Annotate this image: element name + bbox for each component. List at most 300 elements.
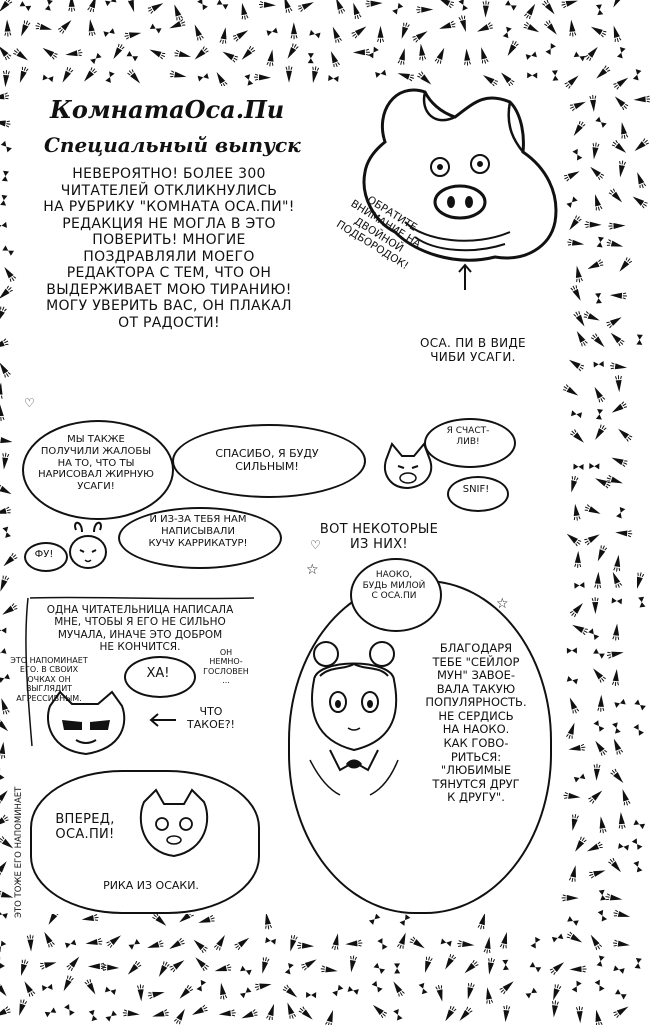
carrot-icon [218, 1010, 236, 1018]
bow-icon [0, 627, 6, 633]
carrot-icon [618, 812, 625, 829]
carrot-icon [193, 46, 210, 62]
bow-icon [45, 1008, 57, 1018]
heart-icon: ♡ [310, 538, 321, 552]
carrot-icon [0, 119, 11, 128]
carrot-icon [0, 742, 6, 760]
bow-icon [616, 507, 625, 518]
carrot-icon [542, 0, 557, 16]
bow-icon [2, 171, 9, 182]
star-icon: ☆ [306, 562, 319, 578]
cat-with-sunglasses-drawing [36, 692, 136, 762]
carrot-icon [68, 0, 74, 12]
carrot-icon [266, 1003, 277, 1021]
carrot-icon [617, 160, 626, 178]
carrot-icon [123, 1010, 141, 1018]
bow-icon [309, 30, 320, 39]
carrot-icon [174, 1007, 188, 1025]
bow-icon [240, 966, 252, 975]
carrot-icon [598, 816, 607, 834]
carrot-icon [18, 959, 28, 977]
fu-text: ФУ! [34, 549, 54, 560]
carrot-icon [435, 47, 447, 65]
carrot-icon [147, 0, 165, 13]
bow-icon [348, 986, 359, 995]
carrot-icon [438, 21, 456, 32]
carrot-icon [499, 979, 516, 995]
bow-icon [240, 987, 252, 998]
carrot-icon [287, 934, 297, 952]
bow-icon [595, 117, 606, 128]
glasses-note: ЭТО НАПОМИНАЕТ ЕГО. В СВОИХ ОЧКАХ ОН ВЫГЛЯДИТ АГРЕССИВНЫМ. [10, 656, 88, 703]
bow-icon [196, 980, 206, 992]
carrot-icon [332, 933, 341, 951]
carrot-icon [124, 30, 142, 39]
carrot-icon [585, 222, 602, 228]
bow-icon [377, 938, 387, 950]
complaint-text: МЫ ТАКЖЕ ПОЛУЧИЛИ ЖАЛОБЫ НА ТО, ЧТО ТЫ НАРИСОВАЛ ЖИРНУЮ УСАГИ! [38, 434, 154, 493]
carrot-icon [566, 722, 577, 740]
carrot-icon [281, 0, 292, 14]
carrot-icon [572, 503, 580, 521]
carrot-icon [0, 44, 12, 61]
speechless-note: ОН НЕМНО- ГОСЛОВЕН ... [203, 648, 249, 686]
carrot-icon [126, 960, 142, 976]
carrot-icon [0, 859, 9, 876]
carrot-icon [197, 915, 215, 926]
carrot-icon [193, 955, 209, 971]
thanks-text: СПАСИБО, Я БУДУ СИЛЬНЫМ! [215, 447, 319, 473]
carrot-icon [191, 1005, 209, 1018]
bow-icon [530, 962, 542, 972]
carrot-icon [595, 545, 607, 563]
carrot-icon [378, 26, 384, 43]
carrot-icon [568, 744, 586, 752]
carrot-icon [146, 940, 164, 951]
carrot-icon [610, 455, 628, 467]
carrot-icon [565, 531, 582, 546]
carrot-icon [524, 2, 538, 20]
what-is-it-text: ЧТО ТАКОЕ?! [187, 705, 235, 731]
bow-icon [566, 197, 577, 208]
carrot-icon [214, 964, 232, 974]
carrot-icon [137, 984, 144, 1001]
bow-icon [589, 463, 599, 469]
bow-icon [574, 52, 586, 62]
carrot-icon [551, 1000, 559, 1018]
bow-icon [595, 980, 605, 992]
carrot-icon [221, 49, 239, 63]
crying-pig-drawing [378, 440, 438, 496]
sailor-moon-drawing [300, 640, 420, 800]
carrot-icon [613, 75, 630, 90]
carrot-icon [575, 551, 582, 568]
carrot-icon [569, 601, 585, 618]
carrot-icon [0, 0, 13, 14]
carrot-icon [523, 22, 541, 35]
carrot-icon [631, 194, 648, 209]
carrot-icon [42, 930, 55, 948]
bow-icon [64, 1004, 75, 1016]
carrot-icon [606, 475, 624, 486]
bow-icon [0, 769, 4, 781]
carrot-icon [567, 696, 579, 714]
carrot-icon [611, 25, 621, 43]
carrot-icon [576, 1006, 583, 1023]
carrot-icon [263, 912, 272, 930]
carrot-icon [220, 27, 229, 45]
bow-icon [400, 914, 411, 926]
bow-icon [89, 1010, 98, 1021]
carrot-icon [634, 171, 646, 189]
bow-icon [126, 51, 138, 61]
carrot-icon [574, 329, 588, 347]
carrot-icon [328, 50, 340, 68]
carrot-icon [613, 940, 631, 948]
carrot-icon [588, 933, 602, 951]
bow-icon [198, 73, 209, 81]
bow-icon [285, 963, 294, 974]
carrot-icon [605, 894, 623, 903]
carrot-icon [610, 401, 628, 415]
bow-icon [567, 676, 578, 684]
carrot-icon [418, 43, 426, 61]
carrot-icon [82, 67, 98, 84]
bow-icon [2, 245, 14, 255]
carrot-icon [4, 19, 11, 36]
carrot-icon [592, 597, 598, 614]
carrot-icon [476, 22, 494, 34]
carrot-icon [633, 96, 650, 103]
carrot-icon [478, 912, 488, 930]
bow-icon [596, 4, 603, 15]
sniff-text: SNIF! [462, 484, 490, 495]
bow-icon [244, 74, 253, 85]
carrot-icon [500, 931, 510, 949]
carrot-icon [610, 363, 628, 371]
carrot-icon [0, 338, 9, 351]
carrot-icon [484, 987, 493, 1005]
bow-icon [266, 28, 277, 36]
carrot-icon [465, 982, 475, 1000]
bow-icon [20, 1, 32, 11]
carrot-icon [259, 1, 276, 8]
carrot-icon [437, 0, 455, 8]
bow-icon [567, 648, 577, 654]
carrot-icon [569, 966, 586, 973]
carrot-icon [588, 788, 605, 804]
carrot-icon [351, 24, 368, 39]
bow-icon [531, 937, 541, 949]
carrot-icon [350, 2, 361, 20]
carrot-icon [254, 981, 272, 990]
carrot-icon [463, 48, 470, 65]
carrot-icon [391, 980, 405, 998]
carrot-icon [1, 452, 9, 470]
carrot-icon [232, 28, 250, 42]
carrot-icon [594, 476, 612, 489]
bow-icon [0, 957, 5, 969]
carrot-icon [482, 1, 489, 18]
carrot-icon [606, 239, 624, 249]
carrot-icon [584, 504, 602, 516]
carrot-icon [240, 1009, 258, 1021]
page-title: КомнатаОса.Пи [50, 95, 285, 124]
bow-icon [633, 861, 642, 872]
carrot-icon [0, 507, 12, 517]
bow-icon [574, 582, 584, 589]
carrot-icon [567, 357, 585, 371]
carrot-icon [152, 912, 169, 928]
carrot-icon [291, 22, 297, 39]
bow-icon [503, 27, 512, 38]
bow-icon [128, 939, 140, 950]
cat-face-drawing [134, 790, 214, 870]
carrot-icon [591, 666, 607, 683]
carrot-icon [615, 375, 622, 392]
carrot-icon [609, 331, 625, 347]
carrot-icon [590, 95, 597, 112]
bow-icon [572, 981, 582, 993]
carrot-icon [610, 292, 627, 299]
carrot-icon [259, 956, 269, 974]
bow-icon [43, 74, 54, 82]
carrot-icon [589, 24, 607, 37]
carrot-icon [613, 910, 631, 920]
carrot-icon [345, 940, 362, 947]
bow-icon [150, 24, 162, 34]
bow-icon [42, 984, 53, 991]
bow-icon [306, 992, 316, 998]
bow-icon [502, 960, 509, 970]
carrot-icon [567, 215, 582, 232]
rabbit-drawing [60, 520, 120, 580]
carrot-icon [486, 957, 495, 975]
bow-icon [633, 724, 643, 736]
carrot-icon [611, 737, 623, 755]
carrot-icon [320, 966, 338, 974]
carrot-icon [171, 3, 182, 21]
carrot-icon [240, 45, 256, 61]
carrot-icon [457, 1006, 473, 1023]
carrot-icon [168, 938, 186, 952]
carrot-icon [593, 1009, 602, 1025]
carrot-icon [12, 48, 29, 63]
carrot-icon [614, 554, 622, 572]
carrot-icon [590, 333, 606, 349]
heart-icon: ♡ [24, 396, 35, 410]
carrot-icon [0, 382, 4, 400]
carrot-icon [593, 764, 600, 781]
carrot-icon [174, 50, 192, 60]
carrot-icon [567, 239, 585, 247]
carrot-icon [156, 961, 169, 979]
bow-icon [105, 0, 117, 6]
intro-text: НЕВЕРОЯТНО! БОЛЕЕ 300 ЧИТАТЕЛЕЙ ОТКЛИКНУЛИСЬ НА РУБРИКУ "КОМНАТА ОСА.ПИ"! РЕДАКЦИЯ НЕ МОГЛА В ЭТО ПОВЕРИТЬ! МНОГИЕ ПОЗДРАВЛЯЛИ МОЕГО РЕДАКТОРА С ТЕМ, ЧТО ОН ВЫДЕРЖИВАЕТ МОЮ ТИРАНИЮ! МОГУ УВЕРИТЬ ВАС, ОН ПЛАКАЛ ОТ РАДОСТИ! [43, 166, 295, 331]
carrot-icon [463, 959, 480, 975]
reader-letter-text: ОДНА ЧИТАТЕЛЬНИЦА НАПИСАЛА МНЕ, ЧТОБЫ Я ЕГО НЕ СИЛЬНО МУЧАЛА, ИНАЧЕ ЭТО ДОБРОМ НЕ КОНЧИТСЯ. [46, 604, 234, 654]
carrot-icon [192, 938, 209, 954]
bow-icon [638, 597, 645, 608]
carrot-icon [66, 955, 82, 972]
carrot-icon [88, 963, 105, 969]
carrot-icon [35, 23, 53, 33]
carrot-icon [61, 975, 74, 993]
carrot-icon [591, 142, 599, 160]
carrot-icon [571, 622, 589, 635]
bow-icon [90, 53, 101, 64]
carrot-icon [398, 48, 408, 66]
bow-icon [588, 628, 599, 640]
bow-icon [632, 838, 643, 850]
carrot-icon [102, 964, 119, 971]
carrot-icon [17, 66, 28, 84]
carrot-icon [325, 1009, 336, 1025]
carrot-icon [416, 6, 433, 12]
happy-text: Я СЧАСТ- ЛИВ! [446, 426, 490, 447]
bow-icon [369, 914, 380, 925]
carrot-icon [282, 984, 299, 1000]
bow-icon [441, 939, 452, 947]
carrot-icon [0, 575, 9, 593]
carrot-icon [0, 1006, 11, 1019]
bow-icon [105, 987, 116, 995]
carrot-icon [397, 932, 408, 950]
carrot-icon [169, 71, 187, 80]
carrot-icon [457, 940, 475, 948]
bow-icon [65, 940, 76, 949]
carrot-icon [0, 361, 11, 379]
carrot-icon [583, 311, 601, 323]
carrot-icon [192, 23, 204, 41]
carrot-icon [0, 981, 9, 998]
carrot-icon [127, 0, 137, 13]
carrot-icon [330, 26, 342, 44]
bow-icon [574, 773, 585, 782]
carrot-icon [569, 865, 578, 883]
carrot-icon [285, 43, 299, 61]
bow-icon [308, 53, 314, 63]
bow-icon [1, 141, 12, 152]
carrot-icon [615, 529, 632, 536]
bow-icon [597, 237, 604, 248]
ha-text: ХА! [146, 666, 170, 681]
caricature-text: И ИЗ-ЗА ТЕБЯ НАМ НАПИСЫВАЛИ КУЧУ КАРРИКАТУР! [148, 514, 248, 549]
carrot-icon [561, 0, 579, 8]
bow-icon [595, 293, 602, 303]
carrot-icon [620, 788, 631, 806]
bow-icon [525, 988, 537, 999]
carrot-icon [586, 259, 604, 272]
carrot-icon [619, 122, 628, 140]
bow-icon [636, 335, 643, 345]
bow-icon [217, 0, 229, 9]
carrot-icon [570, 814, 579, 832]
carrot-icon [613, 1004, 631, 1018]
bow-icon [634, 820, 646, 830]
carrot-icon [333, 0, 345, 15]
bow-icon [617, 47, 626, 58]
bow-icon [546, 43, 556, 55]
bow-icon [332, 985, 343, 997]
carrot-icon [595, 572, 602, 589]
bow-icon [105, 1011, 116, 1022]
carrot-icon [598, 695, 605, 712]
carrot-icon [177, 984, 193, 1000]
bow-icon [635, 958, 642, 969]
carrot-icon [573, 310, 587, 328]
carrot-icon [633, 138, 650, 154]
bow-icon [552, 933, 563, 942]
carrot-icon [254, 74, 271, 81]
bow-icon [618, 843, 629, 851]
carrot-icon [18, 20, 30, 38]
bow-icon [593, 720, 604, 732]
bow-icon [597, 956, 605, 967]
carrot-icon [612, 669, 619, 686]
carrot-icon [588, 867, 606, 878]
naoko-text: НАОКО, БУДЬ МИЛОЙ С ОСА.ПИ [362, 570, 426, 602]
carrot-icon [608, 223, 625, 230]
carrot-icon [584, 45, 600, 62]
bow-icon [613, 965, 624, 974]
bow-icon [598, 910, 607, 922]
carrot-icon [613, 623, 620, 640]
carrot-icon [27, 934, 34, 951]
carrot-icon [606, 315, 624, 329]
carrot-icon [606, 649, 624, 658]
carrot-icon [0, 285, 13, 301]
carrot-icon [588, 165, 605, 181]
carrot-icon [2, 70, 9, 87]
carrot-icon [348, 955, 357, 973]
carrot-icon [111, 43, 125, 61]
page-subtitle: Специальный выпуск [44, 133, 301, 157]
carrot-icon [81, 914, 99, 922]
carrot-icon [566, 931, 584, 945]
carrot-icon [634, 572, 644, 590]
bow-icon [265, 937, 276, 944]
bow-icon [328, 75, 339, 82]
bow-icon [596, 409, 603, 420]
bow-icon [572, 149, 582, 161]
carrot-icon [613, 94, 629, 110]
bow-icon [599, 890, 606, 901]
carrot-icon [563, 169, 581, 182]
bow-icon [458, 0, 468, 11]
carrot-icon [592, 193, 602, 211]
carrot-icon [611, 140, 628, 156]
carrot-icon [505, 40, 519, 58]
carrot-icon [87, 19, 95, 37]
sailor-moon-text: БЛАГОДАРЯ ТЕБЕ "СЕЙЛОР МУН" ЗАВОЕ- ВАЛА ТАКУЮ ПОПУЛЯРНОСТЬ. НЕ СЕРДИСЬ НА НАОКО. КАК ГОВО- РИТЬСЯ: "ЛЮБИМЫЕ ТЯНУТСЯ ДРУГ К ДРУГУ". [425, 641, 527, 805]
carrot-icon [310, 66, 319, 84]
carrot-icon [593, 424, 607, 442]
carrot-icon [39, 959, 57, 969]
bow-icon [419, 983, 428, 994]
rika-signature: РИКА ИЗ ОСАКИ. [103, 879, 199, 892]
carrot-icon [592, 385, 605, 403]
carrot-icon [568, 475, 578, 493]
bow-icon [45, 0, 53, 11]
arrow-up-icon [455, 262, 475, 292]
bow-icon [612, 598, 622, 605]
bow-icon [393, 1009, 402, 1021]
carrot-icon [300, 957, 318, 971]
carrot-icon [286, 66, 292, 83]
chibi-usagi-note: ОСА. ПИ В ВИДЕ ЧИБИ УСАГИ. [420, 336, 526, 365]
forward-osapi-text: ВПЕРЕД, ОСА.ПИ! [55, 812, 115, 843]
